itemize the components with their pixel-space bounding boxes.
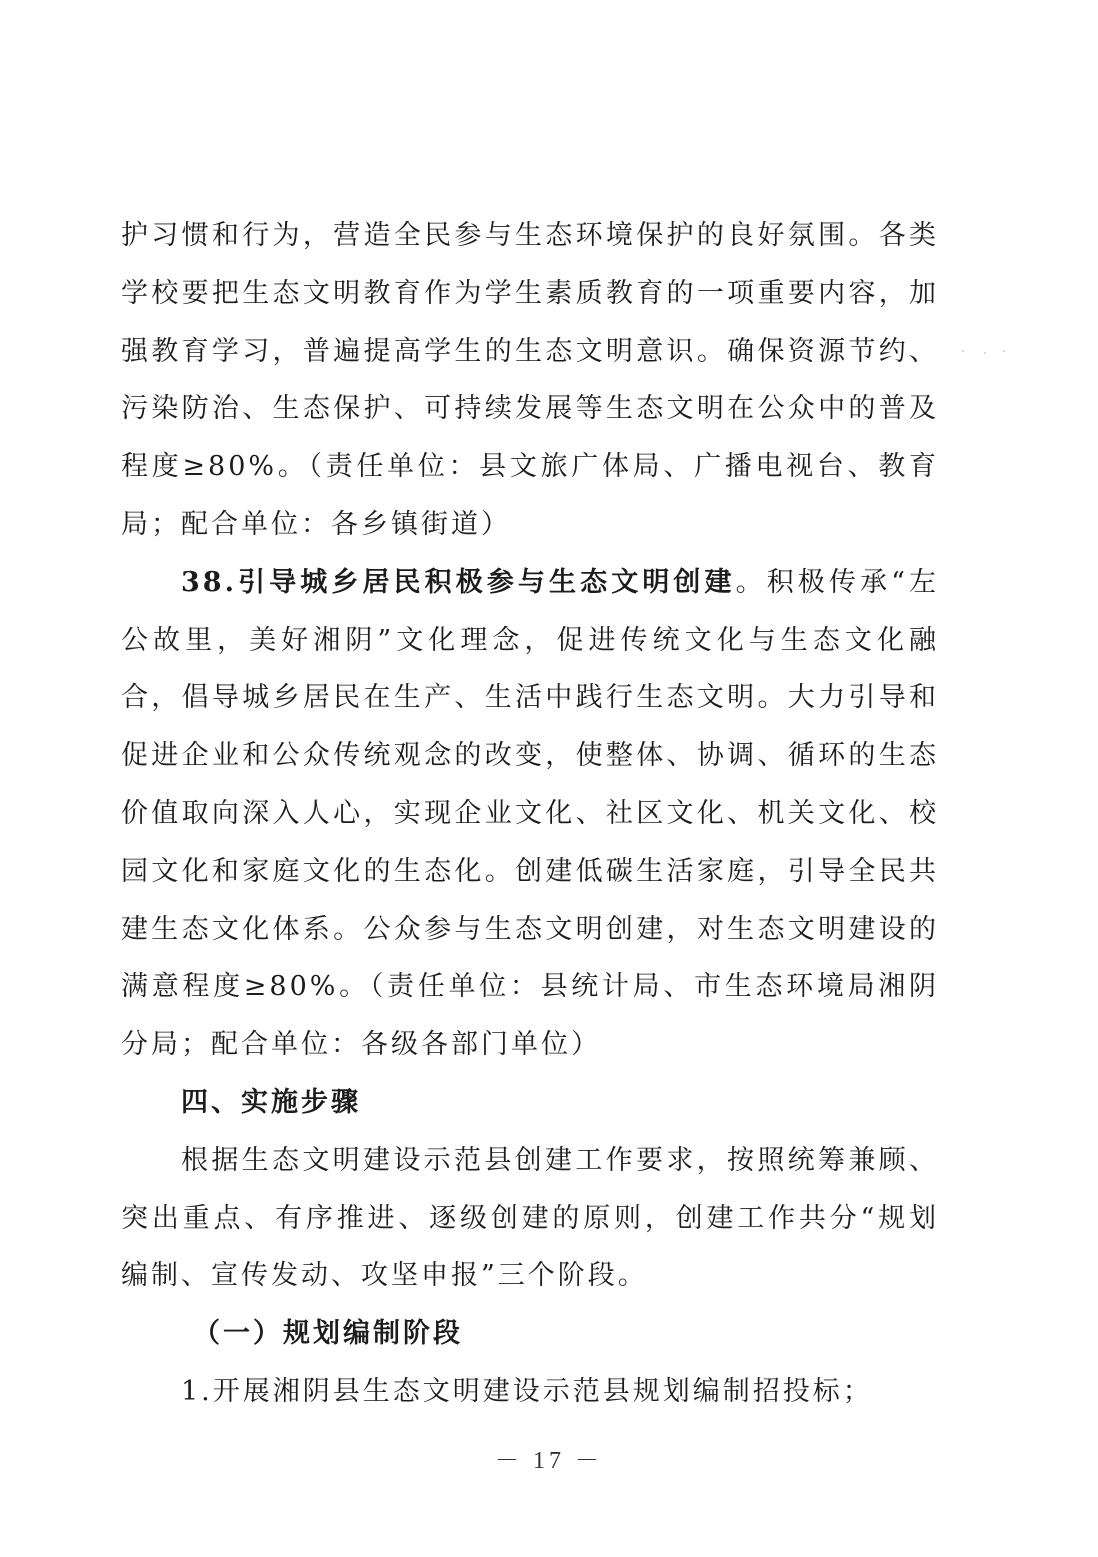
paragraph-step-1: 1.开展湘阴县生态文明建设示范县规划编制招投标； <box>181 1375 873 1407</box>
scan-speck <box>962 350 964 352</box>
page-number: － 17 － <box>495 1448 603 1474</box>
item-38-body: 。积极传承“左公故里，美好湘阴”文化理念，促进传统文化与生态文化融合，倡导城乡居民在生产、生活中践行生态文明。大力引导和促进企业和公众传统观念的改变，使整体、协调、循环的生态价值取向深入人心，实现企业文化、社区文化、机关文化、校园文化和家庭文化的生态化。创建低碳生活家庭，引导全民共建生态文化体系。公众参与生态文明创建，对生态文明建设的满意程度≥80%。（责任单位：县统计局、市生态环境局湘阴分局；配合单位：各级各部门单位） <box>121 566 939 1061</box>
paragraph-steps-intro: 根据生态文明建设示范县创建工作要求，按照统筹兼顾、突出重点、有序推进、逐级创建的原则，创建工作共分“规划编制、宣传发动、攻坚申报”三个阶段。 <box>121 1144 939 1292</box>
section-heading: 四、实施步骤 <box>181 1086 361 1118</box>
subsection-heading: （一）规划编制阶段 <box>193 1318 463 1350</box>
scan-speck <box>984 352 986 354</box>
scan-speck <box>1003 350 1005 352</box>
paragraph-item-38 <box>121 554 939 1074</box>
item-38-title: 38.引导城乡居民积极参与生态文明创建 <box>181 566 736 598</box>
body-text <box>121 207 939 1421</box>
paragraph-education: 护习惯和行为，营造全民参与生态环境保护的良好氛围。各类学校要把生态文明教育作为学生素质教育的一项重要内容，加强教育学习，普遍提高学生的生态文明意识。确保资源节约、污染防治、生态保护、可持续发展等生态文明在公众中的普及程度≥80%。（责任单位：县文旅广体局、广播电视台、教育局；配合单位：各乡镇街道） <box>121 220 939 540</box>
